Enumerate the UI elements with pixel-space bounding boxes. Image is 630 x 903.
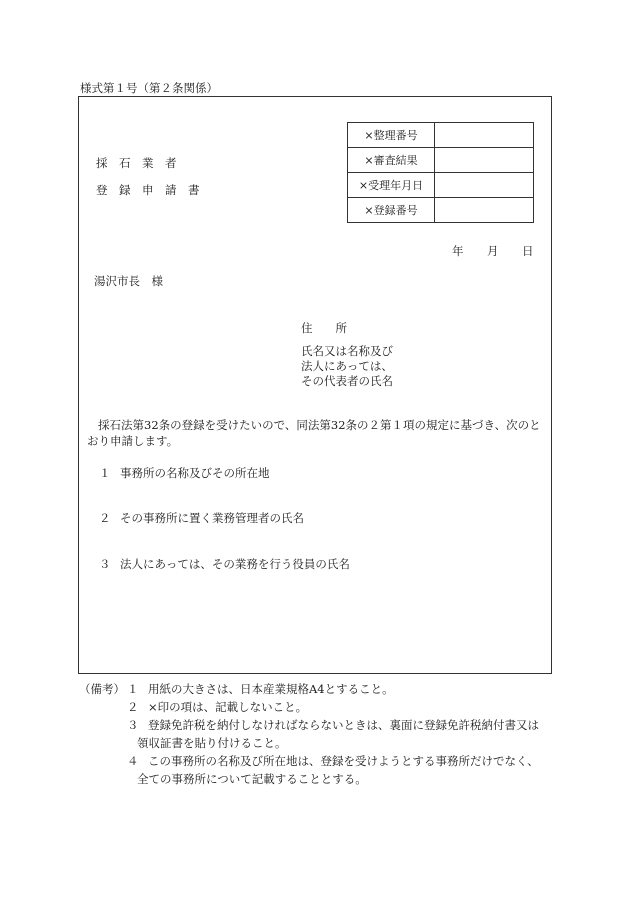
- remark-text: 全ての事務所について記載することとする。: [137, 772, 367, 786]
- addressee: 湯沢市長 様: [94, 274, 163, 288]
- registration-label: ×登録番号: [348, 198, 435, 223]
- remarks-heading: （備考）: [79, 682, 125, 696]
- remark-number: ４: [127, 754, 139, 768]
- applicant-name-label: 氏名又は名称及び: [301, 344, 393, 358]
- table-row: [348, 198, 534, 223]
- remark-text: ×印の項は、記載しないこと。: [148, 700, 308, 714]
- item-text: その事務所に置く業務管理者の氏名: [120, 511, 304, 525]
- item-text: 事務所の名称及びその所在地: [120, 466, 270, 480]
- registration-label: ×整理番号: [348, 123, 435, 148]
- remark-number: ２: [127, 700, 139, 714]
- registration-value-field[interactable]: [435, 123, 534, 148]
- table-row: [348, 173, 534, 198]
- date-month: 月: [487, 244, 499, 258]
- registration-value-field[interactable]: [435, 148, 534, 173]
- item-number: １: [99, 466, 111, 480]
- registration-label: ×審査結果: [348, 148, 435, 173]
- registration-value-field[interactable]: [435, 198, 534, 223]
- form-title-line2: 登 録 申 請 書: [96, 183, 200, 197]
- applicant-name-label: 法人にあっては、: [301, 359, 393, 373]
- item-text: 法人にあっては、その業務を行う役員の氏名: [120, 557, 350, 571]
- registration-value-field[interactable]: [435, 173, 534, 198]
- remark-text: この事務所の名称及び所在地は、登録を受けようとする事務所だけでなく、: [148, 754, 539, 768]
- applicant-address-label: 住 所: [301, 321, 347, 335]
- remark-text: 用紙の大きさは、日本産業規格A4とすること。: [148, 682, 394, 696]
- item-number: ２: [99, 511, 111, 525]
- remark-text: 領収証書を貼り付けること。: [137, 736, 287, 750]
- table-row: [348, 148, 534, 173]
- applicant-name-label: その代表者の氏名: [301, 374, 393, 388]
- registration-label: ×受理年月日: [348, 173, 435, 198]
- form-title-line1: 採 石 業 者: [96, 156, 177, 170]
- form-number-label: 様式第１号（第２条関係）: [80, 81, 218, 95]
- date-year: 年: [452, 244, 464, 258]
- table-row: [348, 123, 534, 148]
- remark-text: 登録免許税を納付しなければならないときは、裏面に登録免許税納付書又は: [148, 718, 539, 732]
- item-number: ３: [99, 557, 111, 571]
- date-day: 日: [522, 244, 534, 258]
- registration-table: [347, 122, 534, 223]
- remark-number: ３: [127, 718, 139, 732]
- application-body-text: 採石法第32条の登録を受けたいので、同法第32条の２第１項の規定に基づき、次のとおり申請します。: [87, 418, 541, 448]
- remark-number: １: [127, 682, 139, 696]
